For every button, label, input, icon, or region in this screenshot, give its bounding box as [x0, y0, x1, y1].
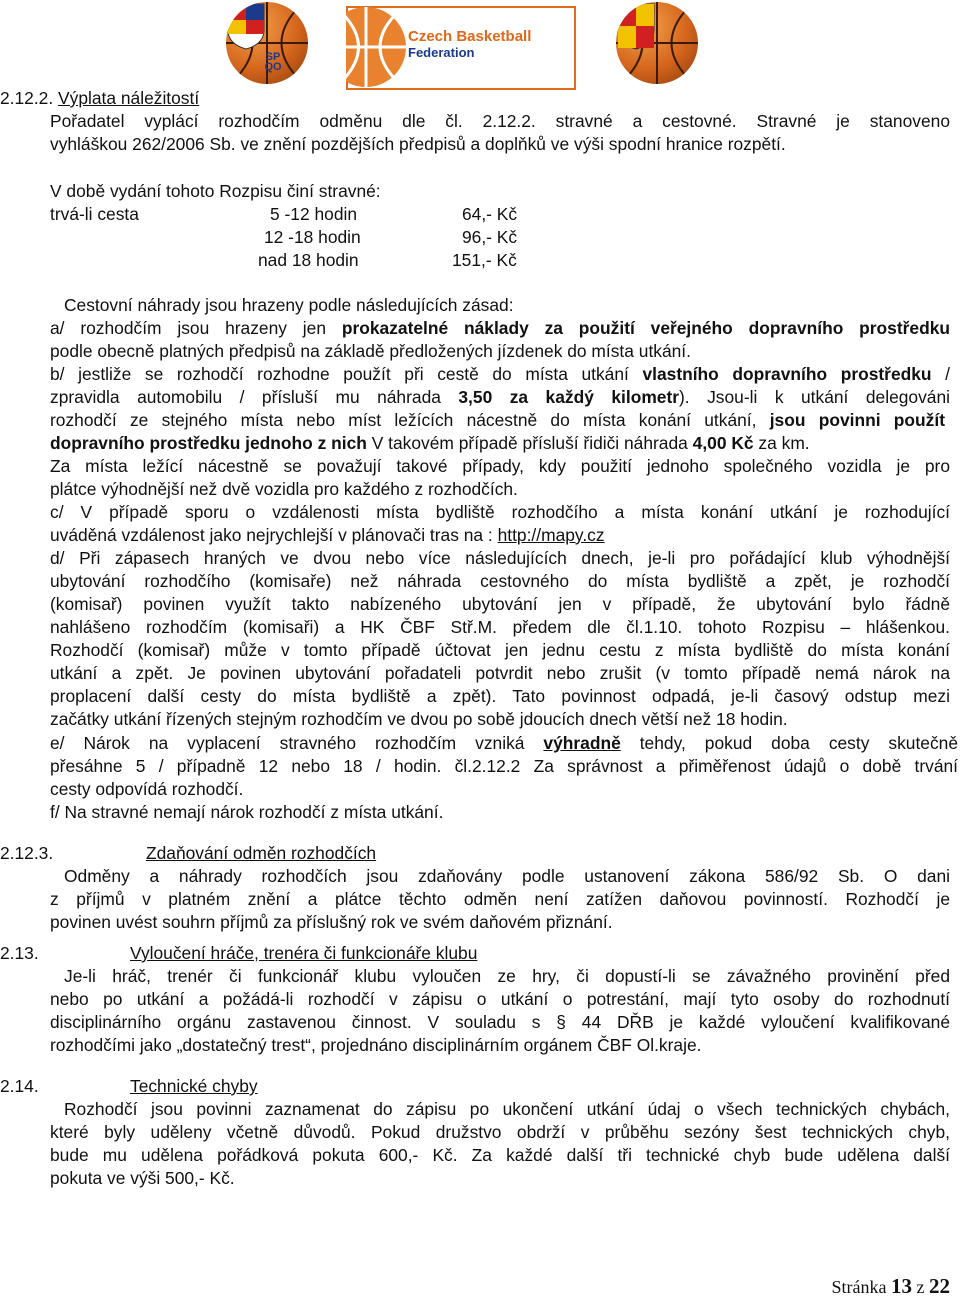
paragraph-line: bude mu udělena pořádková pokuta 600,- Kč. Za každé další tři technické chyb bude udělena další: [50, 1145, 950, 1165]
text-span: ). Jsou-li k utkání delegováni: [679, 387, 950, 407]
coat-of-arms-icon: [616, 2, 656, 50]
text-span: tehdy, pokud doba cesty skutečně: [620, 733, 958, 753]
paragraph-line: nebo po utkání a požádá-li rozhodčí v zápisu o utkání o potrestání, mají tyto osoby do rozhodnutí: [50, 989, 950, 1009]
rule-e-line: [50, 732, 958, 755]
rule-b-line: [50, 386, 950, 409]
travel-label: trvá-li cesta: [50, 204, 139, 224]
text-span: b/ jestliže se rozhodčí rozhodne použít při cestě do místa utkání: [50, 364, 643, 384]
rule-b-line: [50, 363, 950, 386]
bold-span: vlastního dopravního prostředku: [642, 364, 932, 384]
rate-duration: 5 -12 hodin: [270, 204, 358, 224]
rule-c-line: c/ V případě sporu o vzdálenosti místa bydliště rozhodčího a místa konání utkání je rozhodující: [50, 502, 950, 522]
rule-b-line: plátce výhodnější než dvě vozidla pro každého z rozhodčích.: [50, 479, 518, 499]
rate-amount: 96,- Kč: [462, 227, 518, 247]
rule-d-line: nahlášeno rozhodčím (komisaři) a HK ČBF Stř.M. předem dle čl.1.10. tohoto Rozpisu – hlášenkou.: [50, 617, 950, 637]
text-span: zpravidla automobilu / přísluší mu náhrada: [50, 387, 459, 407]
rule-b-line: [50, 409, 945, 432]
bold-span: prokazatelné náklady za použití veřejného dopravního prostředku: [341, 318, 950, 338]
rule-e-line: cesty odpovídá rozhodčí.: [50, 779, 244, 799]
text-span: V takovém případě přísluší řidiči náhrada: [366, 433, 693, 453]
paragraph-line: disciplinárního orgánu zastavenou činnost. V souladu s § 44 DŘB je každé vyloučení kvalifikované: [50, 1012, 950, 1032]
text-span: uváděná vzdálenost jako nejrychlejší v plánovači tras na :: [50, 525, 498, 545]
paragraph-line: Rozhodčí jsou povinni zaznamenat do zápisu po ukončení utkání údaj o všech technických chybách,: [64, 1099, 950, 1119]
section-title: Zdaňování odměn rozhodčích: [146, 843, 377, 863]
paragraph-line: Odměny a náhrady rozhodčích jsou zdaňovány podle ustanovení zákona 586/92 Sb. O dani: [64, 866, 950, 886]
paragraph-line: vyhláškou 262/2006 Sb. ve znění pozdějších předpisů a doplňků ve výši spodní hranice rozpětí.: [50, 134, 786, 154]
mapy-link[interactable]: http://mapy.cz: [497, 525, 605, 545]
text-span: /: [931, 364, 950, 384]
paragraph-line: Je-li hráč, trenér či funkcionář klubu vyloučen ze hry, či dopustí-li se závažného provinění před: [64, 966, 950, 986]
text-span: a/ rozhodčím jsou hrazeny jen: [50, 318, 342, 338]
header-logos: [226, 2, 706, 86]
cbf-logo: [346, 6, 576, 90]
rule-c-line: [50, 524, 605, 547]
paragraph-line: z příjmů v platném znění a plátce těchto odměn není zatížen daňovou povinností. Rozhodčí je: [50, 889, 950, 909]
paragraph-line: pokuta ve výši 500,- Kč.: [50, 1168, 235, 1188]
cbf-title: Czech Basketball: [408, 28, 532, 45]
page-total: 22: [929, 1274, 950, 1298]
page-number: 13: [891, 1274, 912, 1298]
rule-b-line: [50, 432, 810, 455]
rule-d-line: Rozhodčí (komisař) může v tomto případě účtovat jen jednu cestu z místa bydliště do místa konání: [50, 640, 950, 660]
coat-of-arms-icon: [226, 2, 266, 50]
section-title: Výplata náležitostí: [58, 88, 200, 108]
rule-e-line: přesáhne 5 / případně 12 nebo 18 / hodin. čl.2.12.2 Za správnost a přiměřenost údajů o době trvání: [50, 756, 958, 776]
rule-b-line: Za místa ležící nácestně se považují takové případy, kdy použití jednoho společného vozidla je pro: [50, 456, 950, 476]
rule-d-line: utkání a zpět. Je povinen ubytování pořadateli potvrdit nebo zrušit (v tomto případě nemá nárok na: [50, 663, 950, 683]
bold-span: jsou povinni použít: [769, 410, 945, 430]
spqo-label: SP QO: [264, 51, 282, 73]
section-number: 2.14.: [0, 1076, 39, 1096]
section-title: Vyloučení hráče, trenéra či funkcionáře klubu: [130, 943, 478, 963]
section-number: 2.12.3.: [0, 843, 54, 863]
text-span: rozhodčí ze stejného místa nebo míst ležících nácestně do místa konání utkání,: [50, 410, 770, 430]
paragraph-line: povinen uvést souhrn příjmů za příslušný rok ve svém daňovém přiznání.: [50, 912, 613, 932]
rule-d-line: (komisař) povinen využít takto nabízeného ubytování jen v případě, že ubytování bylo řádně: [50, 594, 950, 614]
paragraph-line: které byly uděleny včetně důvodů. Pokud družstvo obdrží v průběhu sezóny šest technických chyb,: [50, 1122, 950, 1142]
bold-span: 3,50 za každý kilometr: [458, 387, 680, 407]
section-number: 2.13.: [0, 943, 39, 963]
footer-text: Stránka: [831, 1277, 891, 1297]
page-footer: [832, 1274, 950, 1299]
rate-amount: 64,- Kč: [462, 204, 518, 224]
bold-span: dopravního prostředku jednoho z nich: [50, 433, 367, 453]
cbf-subtitle: Federation: [408, 45, 475, 60]
regional-logo-left: [226, 2, 308, 84]
paragraph-line: rozhodčími jako „dostatečný trest“, projednáno disciplinárním orgánem ČBF Ol.kraje.: [50, 1035, 702, 1055]
rule-f-line: f/ Na stravné nemají nárok rozhodčí z místa utkání.: [50, 802, 444, 822]
cestovni-intro: Cestovní náhrady jsou hrazeny podle následujících zásad:: [64, 295, 514, 315]
section-number: 2.12.2.: [0, 88, 54, 108]
rate-duration: nad 18 hodin: [258, 250, 359, 270]
rule-d-line: d/ Při zápasech hraných ve dvou nebo více následujících dnech, je-li pro pořádající klub výhodnější: [50, 548, 950, 568]
footer-text: z: [912, 1277, 929, 1297]
stravne-intro: V době vydání tohoto Rozpisu činí stravné:: [50, 181, 381, 201]
text-span: e/ Nárok na vyplacení stravného rozhodčím vzniká: [50, 733, 544, 753]
rate-amount: 151,- Kč: [452, 250, 517, 270]
regional-logo-right: [616, 2, 698, 84]
cbf-ball-icon: [346, 6, 406, 88]
rule-d-line: ubytování rozhodčího (komisaře) než náhrada cestovného do místa bydliště a zpět, je rozhodčí: [50, 571, 950, 591]
rule-a-line: podle obecně platných předpisů na základě předložených jízdenek do místa utkání.: [50, 341, 691, 361]
text-span: za km.: [753, 433, 810, 453]
bold-span: 4,00 Kč: [692, 433, 754, 453]
rate-duration: 12 -18 hodin: [264, 227, 361, 247]
section-title: Technické chyby: [130, 1076, 258, 1096]
section-heading-2-12-2: [0, 87, 199, 110]
rule-a-line: [50, 317, 950, 340]
paragraph-line: Pořadatel vyplácí rozhodčím odměnu dle čl. 2.12.2. stravné a cestovné. Stravné je stanoveno: [50, 111, 950, 131]
rule-d-line: proplacení další cesty do místa bydliště a zpět). Tato povinnost odpadá, je-li časový odstup mezi: [50, 686, 950, 706]
rule-d-line: začátky utkání řízených stejným rozhodčím ve dvou po sobě jdoucích dnech větší než 18 hodin.: [50, 709, 788, 729]
bold-span: výhradně: [543, 733, 621, 753]
